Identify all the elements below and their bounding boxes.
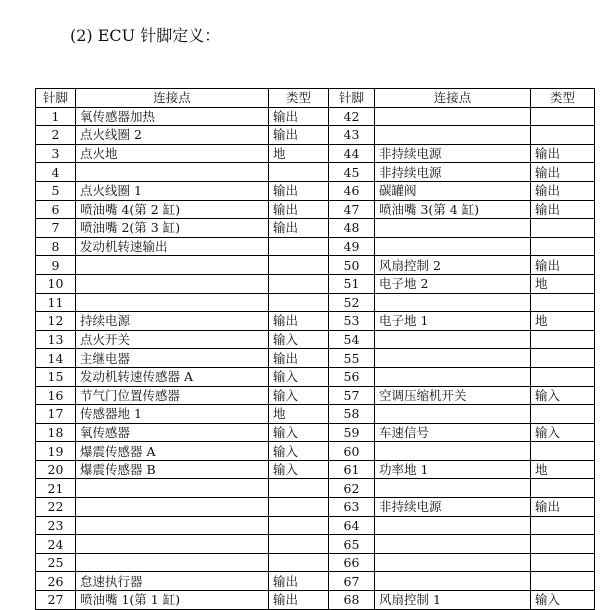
table-row <box>36 479 595 498</box>
pin-cell: 23 <box>36 516 76 535</box>
table-row <box>36 442 595 461</box>
pin-cell-2: 47 <box>329 200 375 219</box>
connection-point-cell-2 <box>375 330 531 349</box>
pin-cell: 5 <box>36 181 76 200</box>
table-row <box>36 367 595 386</box>
table-row <box>36 237 595 256</box>
type-cell-2 <box>531 553 595 572</box>
connection-point-cell: 持续电源 <box>76 312 269 331</box>
pin-cell-2: 61 <box>329 460 375 479</box>
type-cell <box>269 237 329 256</box>
header-pin-2: 针脚 <box>329 89 375 108</box>
type-cell: 输出 <box>269 219 329 238</box>
pin-cell: 1 <box>36 107 76 126</box>
connection-point-cell-2: 功率地 1 <box>375 460 531 479</box>
pin-cell: 14 <box>36 349 76 368</box>
pin-cell-2: 67 <box>329 572 375 591</box>
connection-point-cell-2: 喷油嘴 3(第 4 缸) <box>375 200 531 219</box>
connection-point-cell: 发动机转速传感器 A <box>76 367 269 386</box>
connection-point-cell: 怠速执行器 <box>76 572 269 591</box>
connection-point-cell-2: 非持续电源 <box>375 163 531 182</box>
pin-cell: 24 <box>36 535 76 554</box>
type-cell: 输出 <box>269 200 329 219</box>
pin-cell-2: 65 <box>329 535 375 554</box>
type-cell <box>269 479 329 498</box>
connection-point-cell-2 <box>375 107 531 126</box>
pin-cell: 7 <box>36 219 76 238</box>
pin-cell: 22 <box>36 498 76 517</box>
type-cell: 输出 <box>269 572 329 591</box>
type-cell-2: 输入 <box>531 386 595 405</box>
type-cell: 输入 <box>269 442 329 461</box>
pin-cell-2: 59 <box>329 423 375 442</box>
pin-cell: 26 <box>36 572 76 591</box>
connection-point-cell-2 <box>375 553 531 572</box>
type-cell-2 <box>531 535 595 554</box>
section-title: (2) ECU 针脚定义： <box>70 26 221 45</box>
type-cell-2: 输出 <box>531 163 595 182</box>
pin-cell: 19 <box>36 442 76 461</box>
type-cell-2: 地 <box>531 460 595 479</box>
pin-cell-2: 51 <box>329 274 375 293</box>
type-cell: 地 <box>269 144 329 163</box>
header-type-2: 类型 <box>531 89 595 108</box>
type-cell: 输入 <box>269 330 329 349</box>
type-cell <box>269 498 329 517</box>
type-cell-2 <box>531 126 595 145</box>
ecu-pin-table <box>35 88 595 610</box>
connection-point-cell-2: 风扇控制 2 <box>375 256 531 275</box>
table-row <box>36 498 595 517</box>
pin-cell-2: 68 <box>329 591 375 610</box>
table-row <box>36 144 595 163</box>
connection-point-cell-2 <box>375 293 531 312</box>
connection-point-cell <box>76 498 269 517</box>
connection-point-cell: 爆震传感器 B <box>76 460 269 479</box>
type-cell-2: 输入 <box>531 423 595 442</box>
type-cell-2 <box>531 293 595 312</box>
header-connection-point: 连接点 <box>76 89 269 108</box>
connection-point-cell: 喷油嘴 1(第 1 缸) <box>76 591 269 610</box>
connection-point-cell <box>76 535 269 554</box>
type-cell: 输入 <box>269 386 329 405</box>
table-row <box>36 423 595 442</box>
connection-point-cell <box>76 293 269 312</box>
pin-cell-2: 42 <box>329 107 375 126</box>
pin-cell: 15 <box>36 367 76 386</box>
pin-cell-2: 60 <box>329 442 375 461</box>
connection-point-cell <box>76 256 269 275</box>
connection-point-cell: 氧传感器加热 <box>76 107 269 126</box>
type-cell-2 <box>531 219 595 238</box>
pin-cell-2: 64 <box>329 516 375 535</box>
type-cell: 地 <box>269 405 329 424</box>
connection-point-cell: 发动机转速输出 <box>76 237 269 256</box>
connection-point-cell-2: 非持续电源 <box>375 144 531 163</box>
table-row <box>36 293 595 312</box>
type-cell-2: 输入 <box>531 591 595 610</box>
type-cell-2: 输出 <box>531 498 595 517</box>
connection-point-cell: 喷油嘴 2(第 3 缸) <box>76 219 269 238</box>
pin-cell: 16 <box>36 386 76 405</box>
pin-cell: 4 <box>36 163 76 182</box>
type-cell: 输出 <box>269 349 329 368</box>
pin-cell-2: 54 <box>329 330 375 349</box>
table-row <box>36 219 595 238</box>
pin-cell-2: 48 <box>329 219 375 238</box>
connection-point-cell: 氧传感器 <box>76 423 269 442</box>
connection-point-cell: 点火地 <box>76 144 269 163</box>
type-cell-2 <box>531 107 595 126</box>
table-row <box>36 535 595 554</box>
connection-point-cell-2: 空调压缩机开关 <box>375 386 531 405</box>
type-cell <box>269 293 329 312</box>
pin-cell-2: 50 <box>329 256 375 275</box>
header-type: 类型 <box>269 89 329 108</box>
connection-point-cell-2 <box>375 405 531 424</box>
connection-point-cell: 节气门位置传感器 <box>76 386 269 405</box>
table-row <box>36 274 595 293</box>
table-header-row <box>36 89 595 108</box>
connection-point-cell-2 <box>375 479 531 498</box>
connection-point-cell: 点火开关 <box>76 330 269 349</box>
connection-point-cell <box>76 163 269 182</box>
type-cell-2 <box>531 572 595 591</box>
pin-cell-2: 53 <box>329 312 375 331</box>
pin-cell: 12 <box>36 312 76 331</box>
connection-point-cell-2: 车速信号 <box>375 423 531 442</box>
pin-cell: 10 <box>36 274 76 293</box>
table-row <box>36 200 595 219</box>
type-cell <box>269 535 329 554</box>
pin-cell: 11 <box>36 293 76 312</box>
connection-point-cell-2 <box>375 442 531 461</box>
connection-point-cell-2: 非持续电源 <box>375 498 531 517</box>
table-body <box>36 107 595 609</box>
connection-point-cell-2: 电子地 2 <box>375 274 531 293</box>
pin-cell-2: 62 <box>329 479 375 498</box>
type-cell-2: 输出 <box>531 256 595 275</box>
type-cell: 输出 <box>269 312 329 331</box>
connection-point-cell-2 <box>375 367 531 386</box>
pin-cell-2: 55 <box>329 349 375 368</box>
pin-cell: 20 <box>36 460 76 479</box>
pin-cell: 25 <box>36 553 76 572</box>
header-pin: 针脚 <box>36 89 76 108</box>
table-row <box>36 107 595 126</box>
type-cell <box>269 516 329 535</box>
connection-point-cell-2 <box>375 237 531 256</box>
connection-point-cell <box>76 553 269 572</box>
connection-point-cell-2 <box>375 219 531 238</box>
table-row <box>36 163 595 182</box>
connection-point-cell-2 <box>375 349 531 368</box>
pin-cell-2: 56 <box>329 367 375 386</box>
type-cell: 输入 <box>269 367 329 386</box>
pin-cell: 18 <box>36 423 76 442</box>
table-row <box>36 349 595 368</box>
pin-cell: 27 <box>36 591 76 610</box>
pin-cell: 2 <box>36 126 76 145</box>
pin-cell-2: 52 <box>329 293 375 312</box>
table-row <box>36 572 595 591</box>
table-row <box>36 126 595 145</box>
connection-point-cell-2: 碳罐阀 <box>375 181 531 200</box>
type-cell-2: 输出 <box>531 200 595 219</box>
header-connection-point-2: 连接点 <box>375 89 531 108</box>
table-row <box>36 591 595 610</box>
table-row <box>36 460 595 479</box>
pin-cell-2: 63 <box>329 498 375 517</box>
type-cell-2 <box>531 479 595 498</box>
type-cell: 输入 <box>269 423 329 442</box>
type-cell-2: 地 <box>531 312 595 331</box>
table-row <box>36 405 595 424</box>
table-row <box>36 256 595 275</box>
connection-point-cell <box>76 274 269 293</box>
pin-cell-2: 45 <box>329 163 375 182</box>
type-cell <box>269 553 329 572</box>
type-cell-2: 输出 <box>531 181 595 200</box>
type-cell-2 <box>531 349 595 368</box>
type-cell: 输入 <box>269 460 329 479</box>
pin-cell-2: 43 <box>329 126 375 145</box>
pin-cell-2: 44 <box>329 144 375 163</box>
pin-cell: 8 <box>36 237 76 256</box>
connection-point-cell <box>76 479 269 498</box>
connection-point-cell-2: 风扇控制 1 <box>375 591 531 610</box>
pin-cell-2: 66 <box>329 553 375 572</box>
pin-cell: 3 <box>36 144 76 163</box>
type-cell <box>269 274 329 293</box>
table-row <box>36 330 595 349</box>
type-cell-2 <box>531 330 595 349</box>
pin-cell-2: 49 <box>329 237 375 256</box>
table-row <box>36 516 595 535</box>
type-cell-2: 地 <box>531 274 595 293</box>
connection-point-cell: 爆震传感器 A <box>76 442 269 461</box>
type-cell-2 <box>531 516 595 535</box>
type-cell-2: 输出 <box>531 144 595 163</box>
connection-point-cell-2 <box>375 516 531 535</box>
connection-point-cell: 喷油嘴 4(第 2 缸) <box>76 200 269 219</box>
pin-cell-2: 46 <box>329 181 375 200</box>
table-row <box>36 181 595 200</box>
type-cell: 输出 <box>269 591 329 610</box>
type-cell-2 <box>531 442 595 461</box>
pin-cell-2: 57 <box>329 386 375 405</box>
pin-cell: 9 <box>36 256 76 275</box>
connection-point-cell: 传感器地 1 <box>76 405 269 424</box>
type-cell-2 <box>531 405 595 424</box>
type-cell: 输出 <box>269 126 329 145</box>
pin-cell: 13 <box>36 330 76 349</box>
connection-point-cell-2: 电子地 1 <box>375 312 531 331</box>
table-row <box>36 312 595 331</box>
type-cell-2 <box>531 237 595 256</box>
connection-point-cell-2 <box>375 572 531 591</box>
type-cell <box>269 163 329 182</box>
connection-point-cell: 主继电器 <box>76 349 269 368</box>
connection-point-cell <box>76 516 269 535</box>
pin-cell-2: 58 <box>329 405 375 424</box>
type-cell: 输出 <box>269 107 329 126</box>
pin-cell: 21 <box>36 479 76 498</box>
connection-point-cell-2 <box>375 126 531 145</box>
table-row <box>36 386 595 405</box>
pin-cell: 17 <box>36 405 76 424</box>
type-cell <box>269 256 329 275</box>
pin-cell: 6 <box>36 200 76 219</box>
type-cell: 输出 <box>269 181 329 200</box>
table-row <box>36 553 595 572</box>
connection-point-cell: 点火线圈 2 <box>76 126 269 145</box>
connection-point-cell-2 <box>375 535 531 554</box>
type-cell-2 <box>531 367 595 386</box>
connection-point-cell: 点火线圈 1 <box>76 181 269 200</box>
